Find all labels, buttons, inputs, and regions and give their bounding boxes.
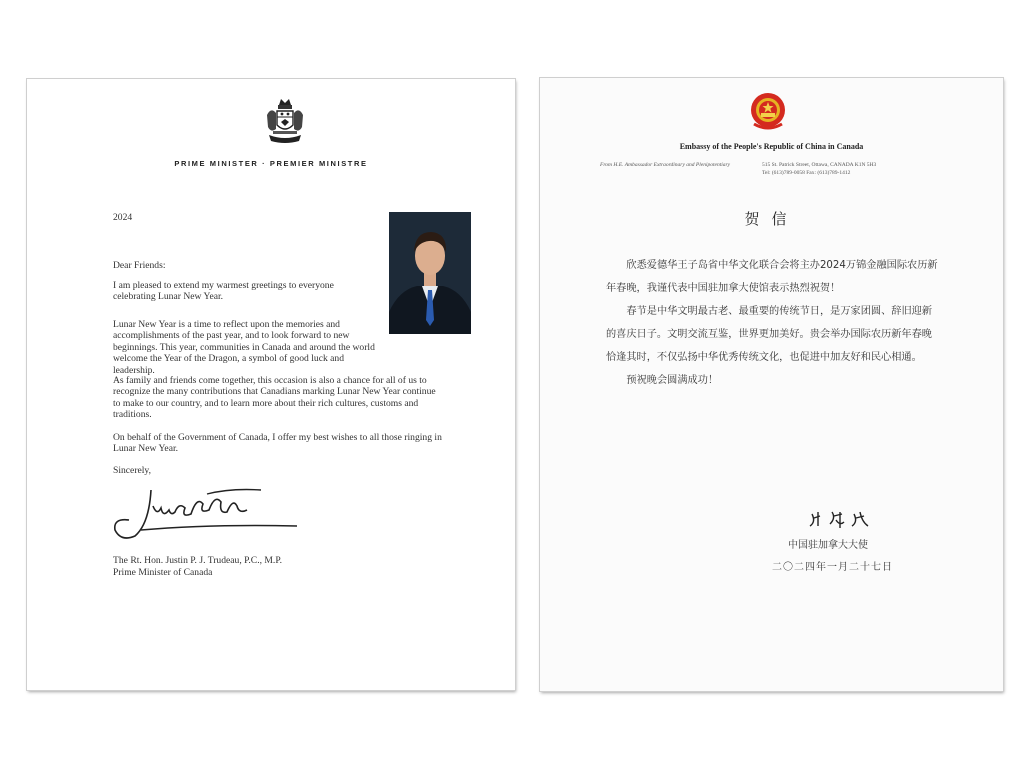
national-emblem-icon	[748, 90, 788, 134]
from-line: From H.E. Ambassador Extraordinary and Plenipotentiary	[600, 162, 731, 168]
closing: Sincerely,	[113, 465, 152, 476]
signer-title: Prime Minister of Canada	[113, 567, 213, 578]
letterhead-title: PRIME MINISTER · PREMIER MINISTRE	[174, 159, 368, 168]
paragraph-4: On behalf of the Government of Canada, I offer my best wishes to all those ringing in Lunar New Year.	[113, 432, 442, 455]
paragraph-1: 欣悉爱德华王子岛省中华文化联合会将主办2024万锦金融国际农历新年春晚，我谨代表中国驻加拿大使馆表示热烈祝贺！	[606, 260, 938, 294]
letter-date: 2024	[113, 212, 133, 223]
contact-line: Tel: (613)789-0058 Fax: (613)789-1412	[762, 170, 851, 176]
embassy-letter	[540, 78, 1003, 691]
ambassador-signature-image	[806, 508, 876, 530]
signer-name: The Rt. Hon. Justin P. J. Trudeau, P.C., M.P.	[113, 555, 282, 566]
paragraph-3: 预祝晚会圆满成功！	[626, 375, 719, 386]
coat-of-arms-icon	[263, 95, 307, 149]
paragraph-2: Lunar New Year is a time to reflect upon the memories and accomplishments of the past year, and to look forward to new beginnings. This year, communities in Canada and around the world welcome the Year of the Dragon, a symbol of good luck and leadership.	[113, 319, 375, 376]
pm-letter	[27, 79, 515, 690]
signature-image	[111, 484, 301, 546]
letter-date: 二〇二四年一月二十七日	[772, 562, 893, 573]
paragraph-2: 春节是中华文明最古老、最重要的传统节日，是万家团圆、辞旧迎新的喜庆日子。文明交流互鉴，世界更加美好。贵会举办国际农历新年春晚恰逢其时，不仅弘扬中华优秀传统文化，也促进中加友好和民心相通。	[606, 306, 933, 363]
embassy-letterhead-title: Embassy of the People's Republic of China in Canada	[679, 142, 864, 151]
address-line: 515 St. Patrick Street, Ottawa, CANADA K1N 5H3	[762, 162, 877, 168]
letter-title: 贺信	[744, 210, 799, 228]
portrait-photo	[389, 212, 471, 334]
salutation: Dear Friends:	[113, 260, 166, 271]
signer-title: 中国驻加拿大大使	[788, 540, 868, 551]
paragraph-1: I am pleased to extend my warmest greetings to everyone celebrating Lunar New Year.	[113, 280, 334, 303]
letter-body	[606, 254, 942, 392]
paragraph-3: As family and friends come together, this occasion is also a chance for all of us to recognize the many contributions that Canadians marking Lunar New Year continue to make to our country, and to learn more about their rich cultures, customs and traditions.	[113, 375, 436, 421]
